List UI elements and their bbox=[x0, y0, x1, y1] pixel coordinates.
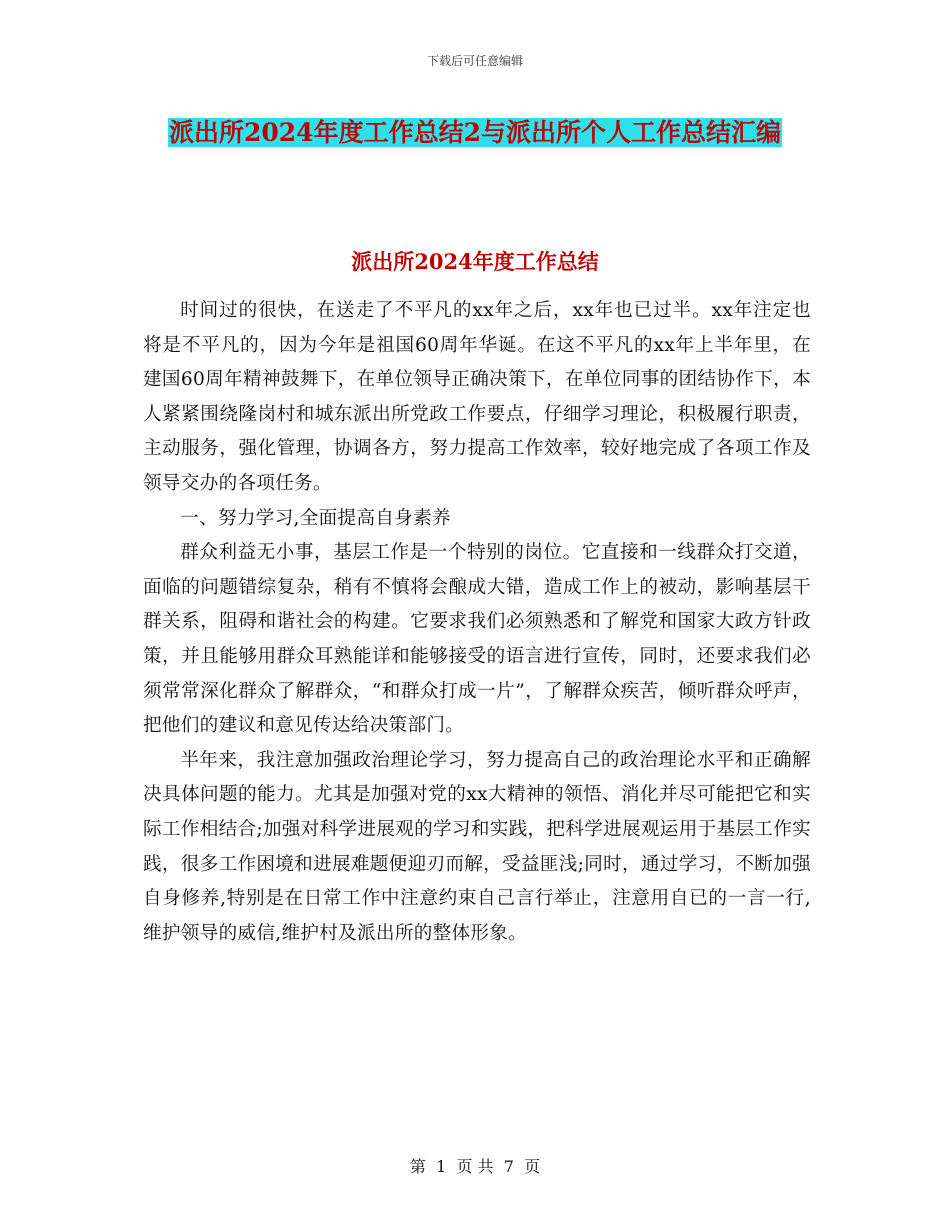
footer-page-number: 1 bbox=[436, 1157, 447, 1176]
footer-suffix: 页 bbox=[524, 1157, 541, 1176]
page-header-note: 下载后可任意编辑 bbox=[426, 54, 523, 68]
paragraph-half-year: 半年来，我注意加强政治理论学习，努力提高自己的政治理论水平和正确解决具体问题的能力。尤其是加强对党的xx大精神的领悟、消化并尽可能把它和实际工作相结合;加强对科学进展观的学习和实践，把科学进展观运用于基层工作实践，很多工作困境和进展难题便迎刃而解，受益匪浅;同时，通过学习，不断加强自身修养,特别是在日常工作中注意约束自己言行举止，注意用自已的一言一行,维护领导的威信,维护村及派出所的整体形象。 bbox=[143, 749, 811, 944]
footer-total-pages: 7 bbox=[503, 1157, 514, 1176]
page-number-footer bbox=[0, 1154, 950, 1177]
document-title bbox=[140, 110, 810, 155]
heading-learning: 一、努力学习,全面提高自身素养 bbox=[180, 507, 451, 529]
footer-middle: 页 共 bbox=[456, 1157, 494, 1176]
footer-prefix: 第 bbox=[409, 1157, 426, 1176]
document-title-highlight: 派出所2024年度工作总结2与派出所个人工作总结汇编 bbox=[169, 118, 781, 147]
section-title: 派出所2024年度工作总结 bbox=[351, 249, 599, 274]
paragraph-intro: 时间过的很快，在送走了不平凡的xx年之后，xx年也已过半。xx年注定也将是不平凡的，因为今年是祖国60周年华诞。在这不平凡的xx年上半年里，在建国60周年精神鼓舞下，在单位领导正确决策下，在单位同事的团结协作下，本人紧紧围绕隆岗村和城东派出所党政工作要点，仔细学习理论，积极履行职责，主动服务，强化管理，协调各方，努力提高工作效率，较好地完成了各项工作及领导交办的各项任务。 bbox=[143, 300, 811, 494]
document-body bbox=[143, 294, 811, 951]
paragraph-grassroots: 群众利益无小事，基层工作是一个特别的岗位。它直接和一线群众打交道，面临的问题错综复杂，稍有不慎将会酿成大错，造成工作上的被动，影响基层干群关系，阻碍和谐社会的构建。它要求我们必须熟悉和了解党和国家大政方针政策，并且能够用群众耳熟能详和能够接受的语言进行宣传，同时，还要求我们必须常常深化群众了解群众，“和群众打成一片”，了解群众疾苦，倾听群众呼声，把他们的建议和意见传达给决策部门。 bbox=[143, 542, 811, 737]
